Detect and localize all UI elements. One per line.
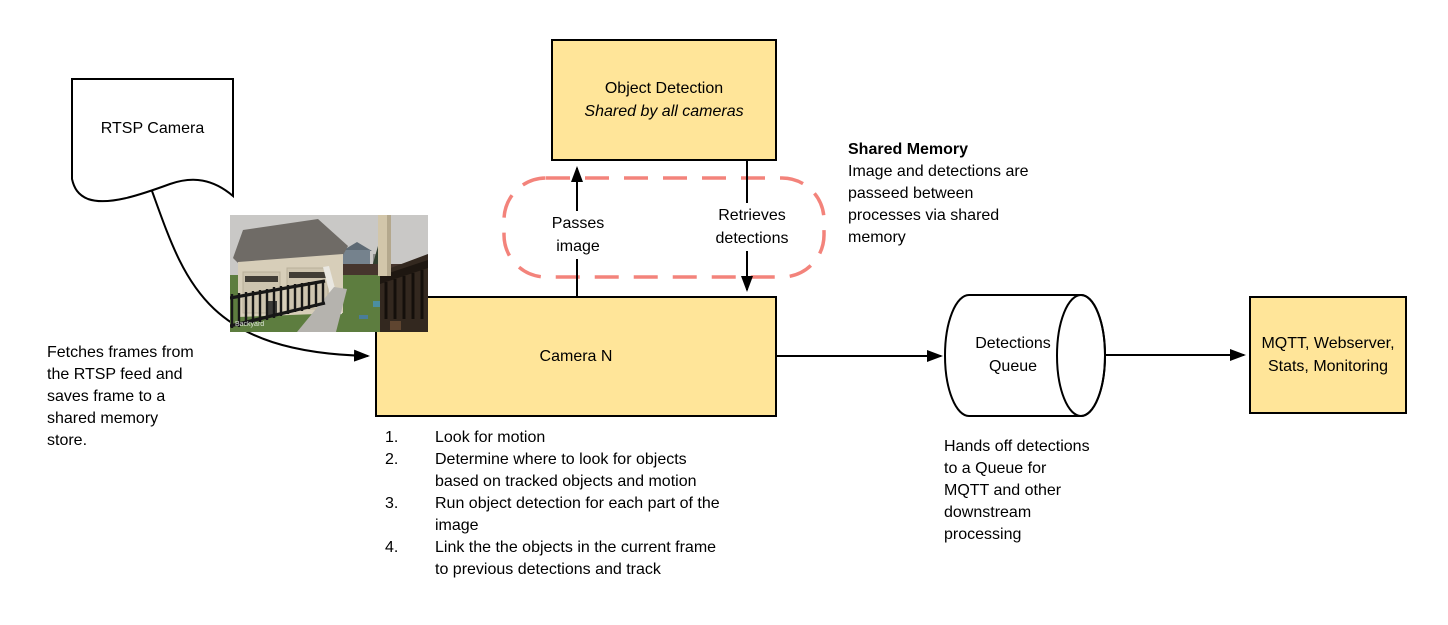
camera-n-label: Camera N bbox=[539, 348, 613, 365]
detections-queue-label-line2: Queue bbox=[988, 358, 1038, 375]
shared-memory-note-title: Shared Memory bbox=[848, 141, 969, 158]
hands-off-line2: to a Queue for bbox=[944, 460, 1047, 477]
camera-step-4-text-line1: Link the the objects in the current frame bbox=[435, 539, 717, 556]
camera-snapshot bbox=[230, 215, 428, 332]
fetches-frames-line2: the RTSP feed and bbox=[47, 366, 183, 383]
hands-off-note bbox=[944, 436, 1134, 546]
retrieves-detections-label bbox=[702, 203, 802, 251]
object-detection-title: Object Detection bbox=[604, 80, 724, 97]
passes-image-line1: Passes bbox=[551, 215, 605, 232]
detections-queue-label-line1: Detections bbox=[975, 335, 1051, 352]
camera-step-3-number: 3. bbox=[385, 495, 399, 512]
fetches-frames-line4: shared memory bbox=[47, 410, 159, 427]
camera-step-1-text: Look for motion bbox=[435, 429, 546, 446]
hands-off-line3: MQTT and other bbox=[944, 482, 1062, 499]
fetches-frames-note bbox=[47, 342, 247, 452]
camera-step-2-number: 2. bbox=[385, 451, 399, 468]
camera-step-2-text-line1: Determine where to look for objects bbox=[435, 451, 687, 468]
hands-off-line5: processing bbox=[944, 526, 1022, 543]
snapshot-teal-object bbox=[373, 301, 380, 307]
rtsp-camera-label: RTSP Camera bbox=[100, 120, 205, 137]
camera-step-2-text-line2: based on tracked objects and motion bbox=[435, 473, 697, 490]
shared-memory-note-line1: Image and detections are bbox=[848, 163, 1029, 180]
camera-steps-list bbox=[385, 427, 720, 581]
camera-snapshot-image bbox=[230, 215, 428, 332]
camera-step-3-text-line1: Run object detection for each part of the bbox=[435, 495, 720, 512]
snapshot-blue-object bbox=[359, 315, 368, 319]
object-detection-subtitle: Shared by all cameras bbox=[584, 103, 744, 120]
snapshot-door-window-left bbox=[245, 276, 278, 282]
camera-n-node bbox=[375, 296, 777, 417]
camera-step-3-text-line2: image bbox=[435, 517, 479, 534]
shared-memory-note-line2: passeed between bbox=[848, 185, 974, 202]
mqtt-webserver-label-line2: Stats, Monitoring bbox=[1267, 358, 1389, 375]
detections-queue-label bbox=[953, 332, 1073, 378]
camera-step-2 bbox=[385, 449, 720, 493]
camera-step-4-text-line2: to previous detections and track bbox=[435, 561, 661, 578]
fetches-frames-line1: Fetches frames from bbox=[47, 344, 194, 361]
camera-step-4-number: 4. bbox=[385, 539, 399, 556]
snapshot-porch-post-shade bbox=[387, 215, 391, 276]
retrieves-detections-line1: Retrieves bbox=[718, 207, 786, 224]
shared-memory-note-line3: processes via shared bbox=[848, 207, 1000, 224]
shared-memory-note-line4: memory bbox=[848, 229, 906, 246]
camera-step-4 bbox=[385, 537, 720, 581]
fetches-frames-line3: saves frame to a bbox=[47, 388, 166, 405]
shared-memory-note bbox=[848, 139, 1060, 249]
snapshot-camera-name-label: Backyard bbox=[235, 321, 265, 328]
passes-image-line2: image bbox=[556, 238, 600, 255]
snapshot-planter bbox=[390, 321, 401, 330]
snapshot-distant-house bbox=[343, 250, 370, 266]
mqtt-webserver-label-line1: MQTT, Webserver, bbox=[1261, 335, 1395, 352]
mqtt-webserver-node bbox=[1249, 296, 1407, 414]
hands-off-line4: downstream bbox=[944, 504, 1032, 521]
rtsp-camera-shape bbox=[72, 79, 233, 201]
object-detection-node bbox=[551, 39, 777, 161]
fetches-frames-line5: store. bbox=[47, 432, 88, 449]
hands-off-line1: Hands off detections bbox=[944, 438, 1090, 455]
passes-image-label bbox=[536, 211, 620, 259]
camera-step-1-number: 1. bbox=[385, 429, 399, 446]
retrieves-detections-line2: detections bbox=[715, 230, 789, 247]
snapshot-door-window-right bbox=[289, 272, 326, 278]
camera-step-3 bbox=[385, 493, 720, 537]
camera-step-1 bbox=[385, 427, 720, 449]
